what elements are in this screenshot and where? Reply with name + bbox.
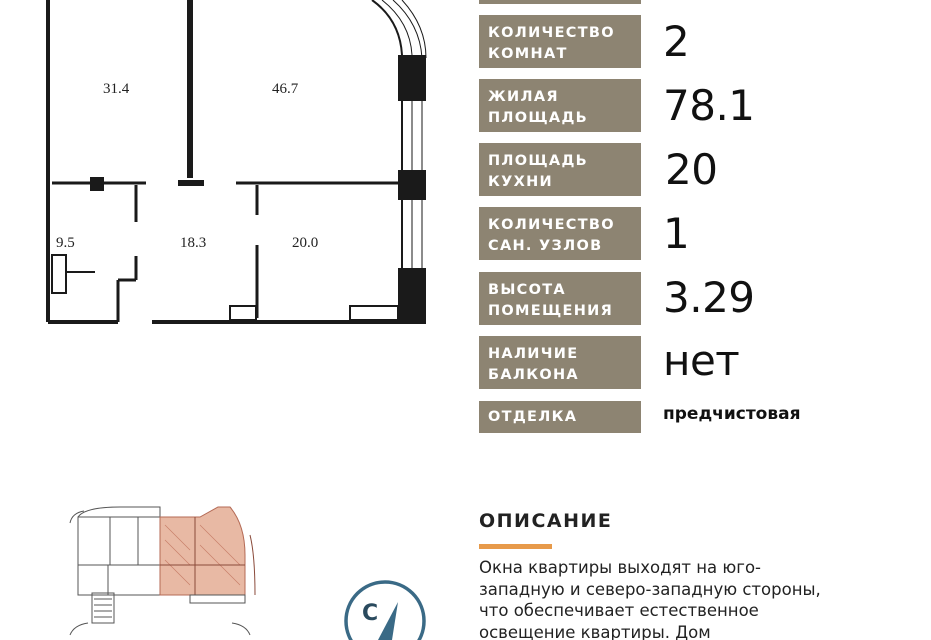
spec-label: ВЫСОТА ПОМЕЩЕНИЯ — [479, 272, 641, 325]
spec-label: ЖИЛАЯ ПЛОЩАДЬ — [479, 79, 641, 132]
spec-label: КОЛИЧЕСТВО КОМНАТ — [479, 15, 641, 68]
room-area-1: 31.4 — [103, 81, 130, 97]
spec-value-finish: предчистовая — [663, 404, 801, 424]
room-area-4: 18.3 — [180, 235, 207, 251]
spec-value-kitchen-area: 20 — [665, 145, 718, 194]
description-line: освещение квартиры. Дом — [479, 622, 711, 640]
spec-value-balcony: нет — [663, 336, 740, 385]
description-underline — [479, 544, 552, 549]
description-text — [479, 557, 899, 640]
building-floor-plan — [40, 495, 260, 640]
spec-label: НАЛИЧИЕ БАЛКОНА — [479, 336, 641, 389]
spec-label: ПЛОЩАДЬ КУХНИ — [479, 143, 641, 196]
spec-value-living-area: 78.1 — [663, 81, 755, 130]
compass-icon — [340, 580, 430, 640]
room-area-5: 20.0 — [292, 235, 319, 251]
spec-value-rooms: 2 — [663, 17, 690, 66]
description-line: что обеспечивает естественное — [479, 601, 759, 620]
floor-plan — [0, 0, 440, 330]
spec-label: ОТДЕЛКА — [479, 401, 641, 433]
room-area-3: 9.5 — [56, 235, 75, 251]
spec-label: КОЛИЧЕСТВО САН. УЗЛОВ — [479, 207, 641, 260]
spec-value-ceiling-height: 3.29 — [663, 273, 755, 322]
description-line: Окна квартиры выходят на юго- — [479, 558, 762, 577]
room-area-2: 46.7 — [272, 81, 299, 97]
description-title: ОПИСАНИЕ — [479, 510, 613, 532]
specs-top-bar — [479, 0, 641, 4]
spec-value-bathrooms: 1 — [663, 209, 690, 258]
description-line: западную и северо-западную стороны, — [479, 579, 821, 599]
compass-letter: С — [362, 601, 379, 626]
